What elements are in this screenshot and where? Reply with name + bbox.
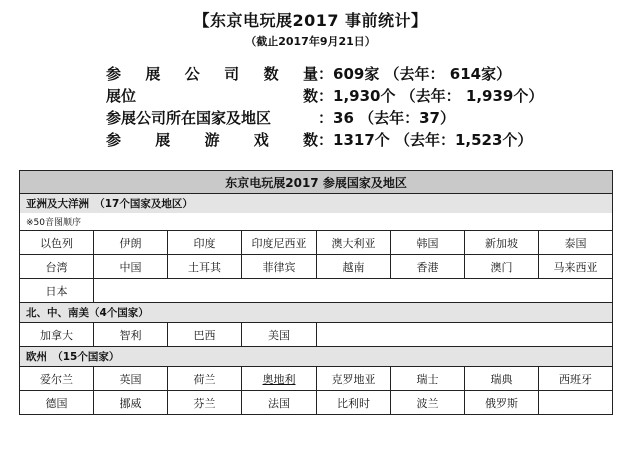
stat-value: 609家 （去年： 614家） <box>333 64 512 83</box>
section-asia: 亚洲及大洋洲 （17个国家及地区） <box>20 194 613 214</box>
country-cell: 智利 <box>94 323 168 347</box>
country-cell: 爱尔兰 <box>20 367 94 391</box>
country-cell: 俄罗斯 <box>465 391 539 415</box>
table-row <box>20 279 613 303</box>
country-cell: 奥地利 <box>242 367 317 391</box>
stat-colon: ： <box>318 64 334 83</box>
table-row <box>20 231 613 255</box>
country-cell: 瑞典 <box>465 367 539 391</box>
countries-table <box>19 170 613 415</box>
country-cell: 菲律宾 <box>242 255 317 279</box>
country-cell: 西班牙 <box>539 367 613 391</box>
table-row <box>20 367 613 391</box>
stat-label: 参展公司所在国家及地区 <box>106 108 272 127</box>
country-cell: 印度 <box>168 231 242 255</box>
country-cell: 瑞士 <box>391 367 465 391</box>
order-note: ※50音图顺序 <box>20 213 613 231</box>
country-cell: 芬兰 <box>168 391 242 415</box>
country-cell: 台湾 <box>20 255 94 279</box>
country-cell: 澳大利亚 <box>317 231 391 255</box>
country-cell: 美国 <box>242 323 317 347</box>
stat-value: 1,930个 （去年： 1,939个） <box>333 86 544 105</box>
country-cell: 越南 <box>317 255 391 279</box>
stat-booths <box>106 84 606 106</box>
stat-companies <box>106 62 606 84</box>
country-cell: 新加坡 <box>465 231 539 255</box>
country-cell: 比利时 <box>317 391 391 415</box>
country-cell: 香港 <box>391 255 465 279</box>
country-cell: 波兰 <box>391 391 465 415</box>
stat-label: 参 展 公 司 数 量 <box>106 64 318 83</box>
country-cell: 土耳其 <box>168 255 242 279</box>
country-cell: 以色列 <box>20 231 94 255</box>
table-row <box>20 391 613 415</box>
stat-label: 展 位 数 <box>106 86 318 105</box>
stat-value: 36 （去年：37） <box>333 108 455 127</box>
country-cell: 荷兰 <box>168 367 242 391</box>
table-row <box>20 255 613 279</box>
page-title: 【东京电玩展2017 事前统计】 <box>193 11 428 30</box>
country-cell: 法国 <box>242 391 317 415</box>
country-cell: 日本 <box>20 279 94 303</box>
empty-cell <box>94 279 613 303</box>
country-cell: 伊朗 <box>94 231 168 255</box>
stat-colon: ： <box>318 86 334 105</box>
country-cell: 马来西亚 <box>539 255 613 279</box>
country-cell: 英国 <box>94 367 168 391</box>
stat-colon: ： <box>318 108 334 127</box>
country-cell: 加拿大 <box>20 323 94 347</box>
empty-cell <box>539 391 613 415</box>
country-cell: 韩国 <box>391 231 465 255</box>
table-header: 东京电玩展2017 参展国家及地区 <box>20 171 613 194</box>
stat-games <box>106 128 606 150</box>
stat-colon: ： <box>318 130 334 149</box>
stat-label: 参 展 游 戏 数 <box>106 130 318 149</box>
country-cell: 印度尼西亚 <box>242 231 317 255</box>
country-cell: 挪威 <box>94 391 168 415</box>
table-row <box>20 323 613 347</box>
section-americas: 北、中、南美（4个国家） <box>20 303 613 323</box>
country-cell: 克罗地亚 <box>317 367 391 391</box>
page-subtitle: （截止2017年9月21日） <box>245 35 376 48</box>
empty-cell <box>317 323 613 347</box>
country-cell: 泰国 <box>539 231 613 255</box>
country-cell: 澳门 <box>465 255 539 279</box>
country-cell: 巴西 <box>168 323 242 347</box>
section-europe: 欧州 （15个国家） <box>20 347 613 367</box>
stat-value: 1317个 （去年：1,523个） <box>333 130 533 149</box>
stats-block <box>106 62 606 150</box>
stat-countries <box>106 106 606 128</box>
country-cell: 中国 <box>94 255 168 279</box>
country-cell: 德国 <box>20 391 94 415</box>
